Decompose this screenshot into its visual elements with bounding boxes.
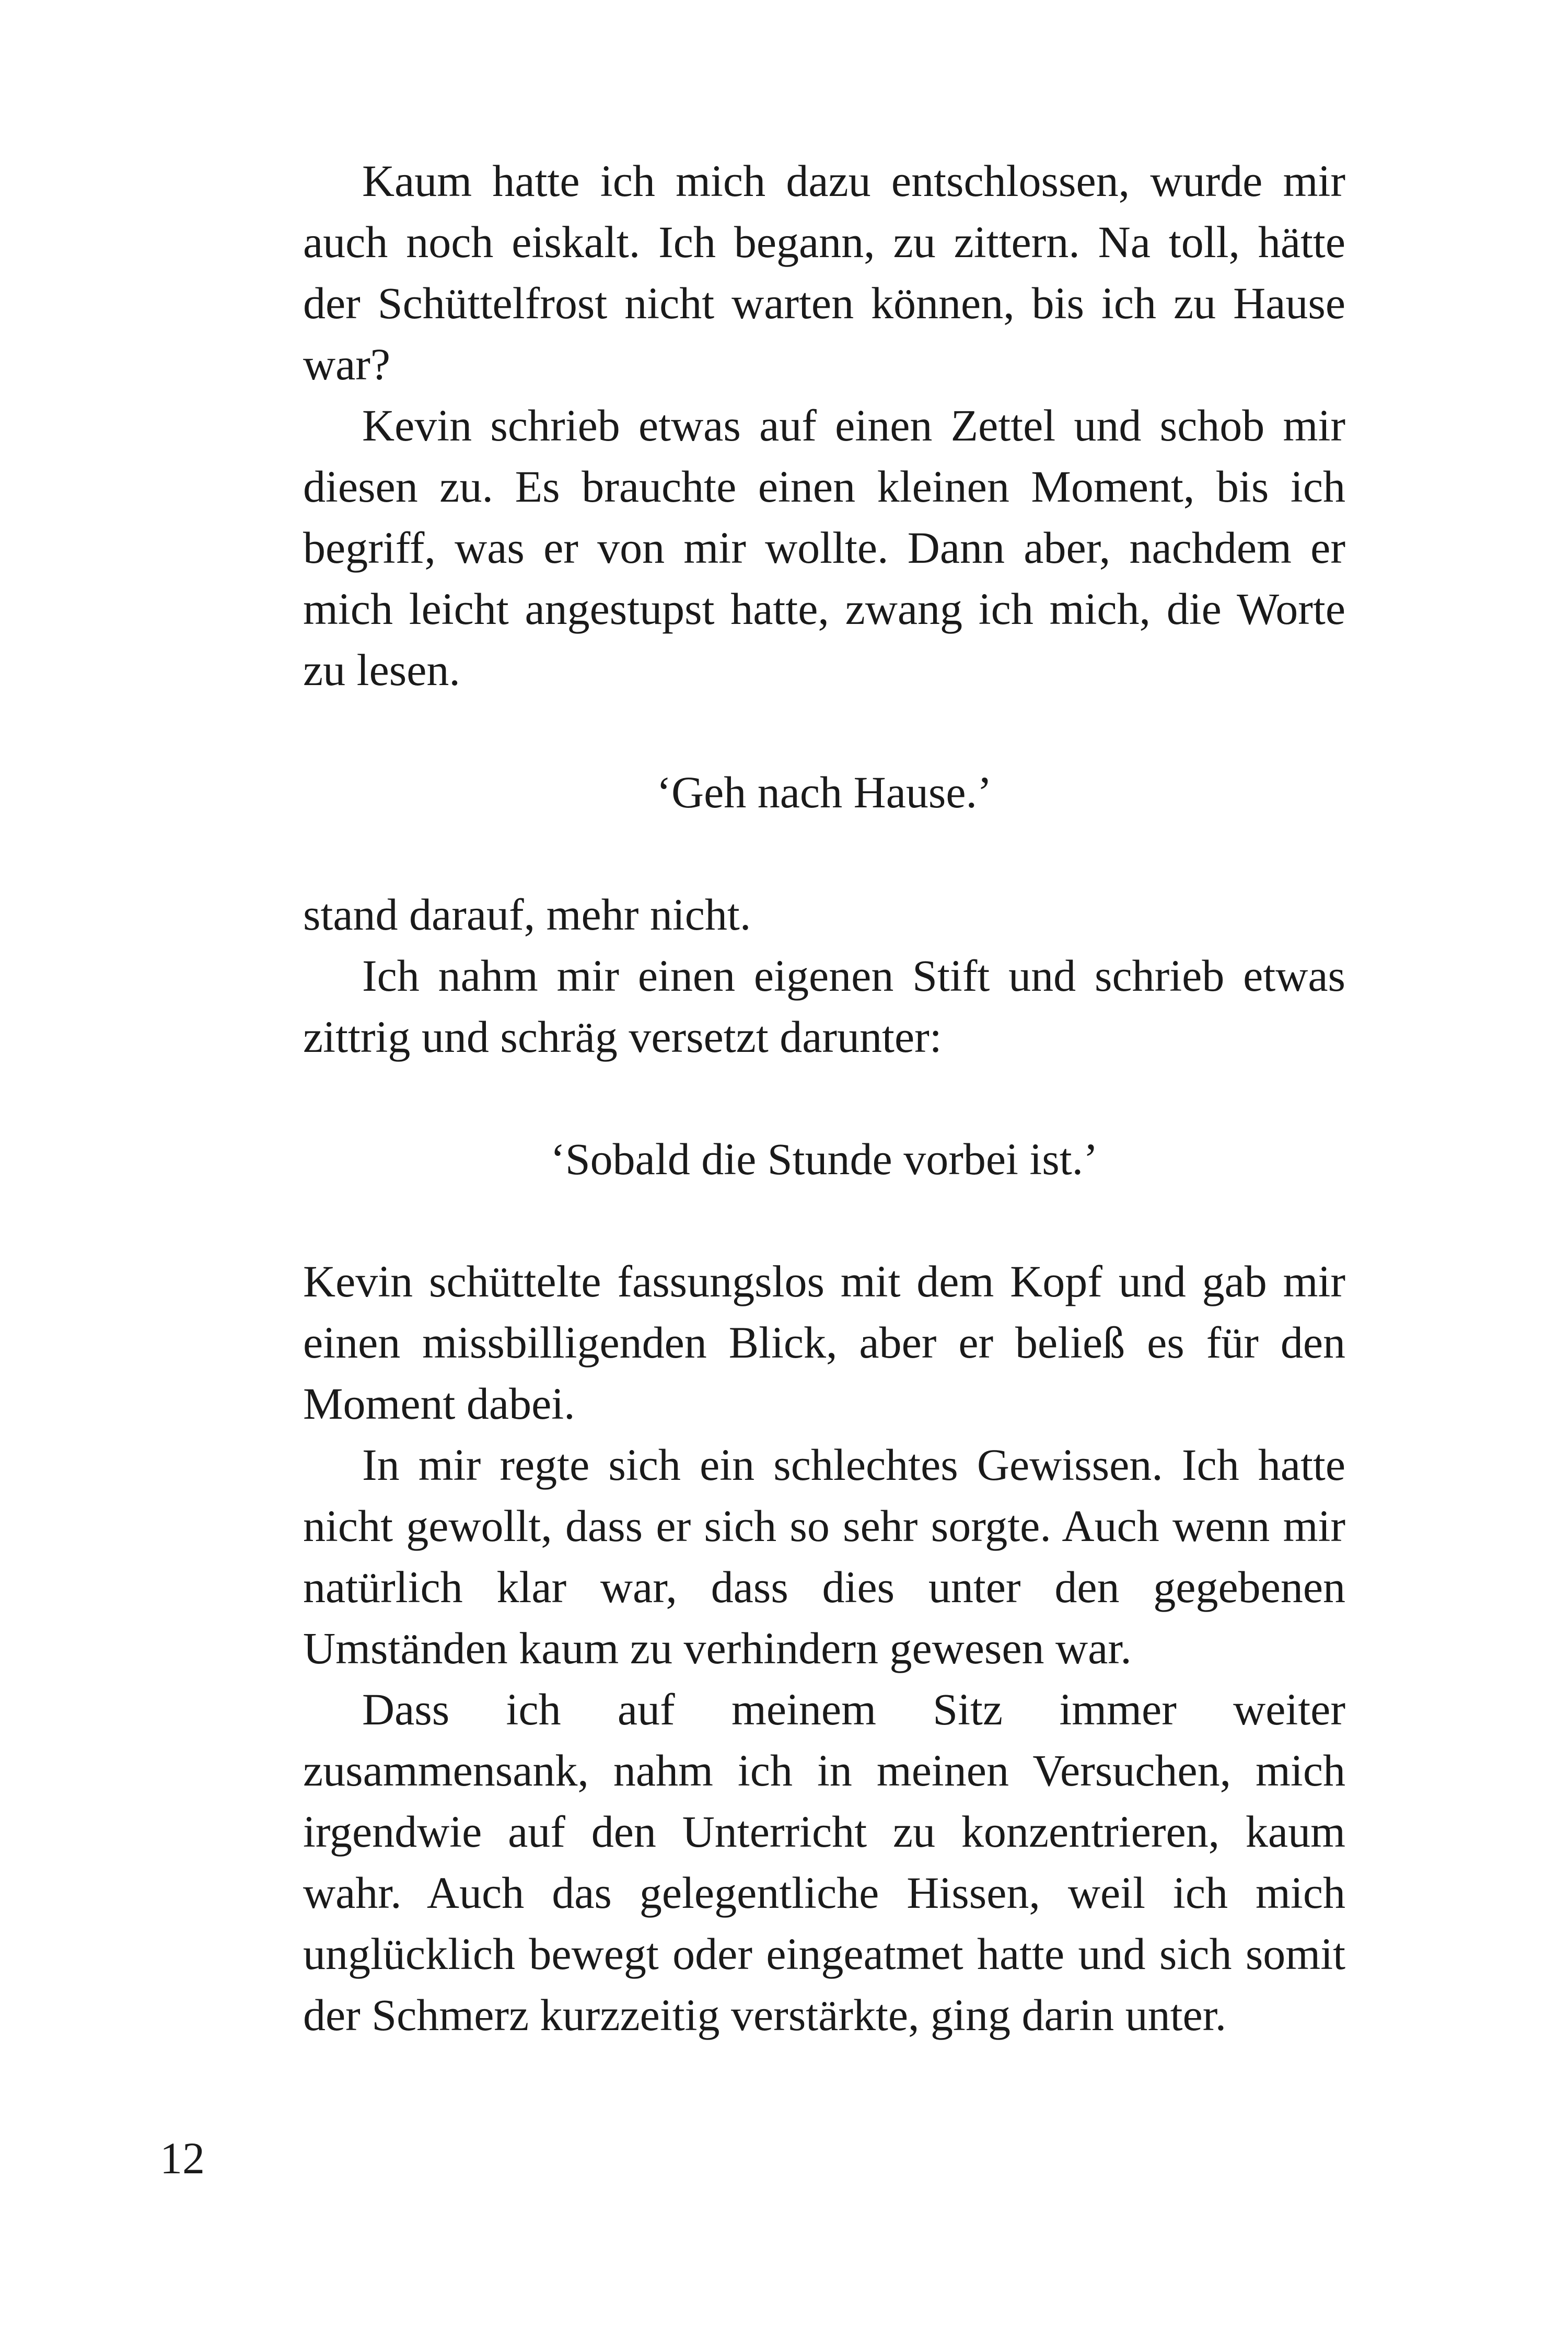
note-geh-nach-hause: ‘Geh nach Hause.’: [656, 767, 992, 817]
paragraph-5: Kevin schüttelte fassungslos mit dem Kopf und gab mir einen missbilligenden Blick, aber er beließ es für den Moment dabei.: [303, 1256, 1345, 1429]
paragraph-3: stand darauf, mehr nicht.: [303, 889, 751, 940]
paragraph-2: Kevin schrieb etwas auf einen Zettel und schob mir diesen zu. Es brauchte einen kleinen Moment, bis ich begriff, was er von mir wollte. Dann aber, nachdem er mich leicht angestupst hatte, zwang ich mich, die Worte zu lesen.: [303, 400, 1345, 695]
paragraph-7: Dass ich auf meinem Sitz immer weiter zusammensank, nahm ich in meinen Versuchen, mich irgendwie auf den Unterricht zu konzentrieren, kaum wahr. Auch das gelegentliche Hissen, weil ich mich unglücklich bewegt oder eingeatmet hatte und sich somit der Schmerz kurzzeitig verstärkte, ging darin unter.: [303, 1684, 1345, 2040]
paragraph-1: Kaum hatte ich mich dazu entschlossen, wurde mir auch noch eiskalt. Ich begann, zu zittern. Na toll, hätte der Schüttelfrost nicht warten können, bis ich zu Hause war?: [303, 156, 1345, 389]
paragraph-6: In mir regte sich ein schlechtes Gewissen. Ich hatte nicht gewollt, dass er sich so sehr sorgte. Auch wenn mir natürlich klar war, dass dies unter den gegebenen Umständen kaum zu verhindern gewesen war.: [303, 1440, 1345, 1673]
page-number: 12: [160, 2133, 205, 2183]
page-body: [303, 150, 1345, 2046]
note-sobald-die-stunde: ‘Sobald die Stunde vorbei ist.’: [550, 1134, 1098, 1184]
paragraph-4: Ich nahm mir einen eigenen Stift und schrieb etwas zittrig und schräg versetzt darunter:: [303, 951, 1345, 1062]
